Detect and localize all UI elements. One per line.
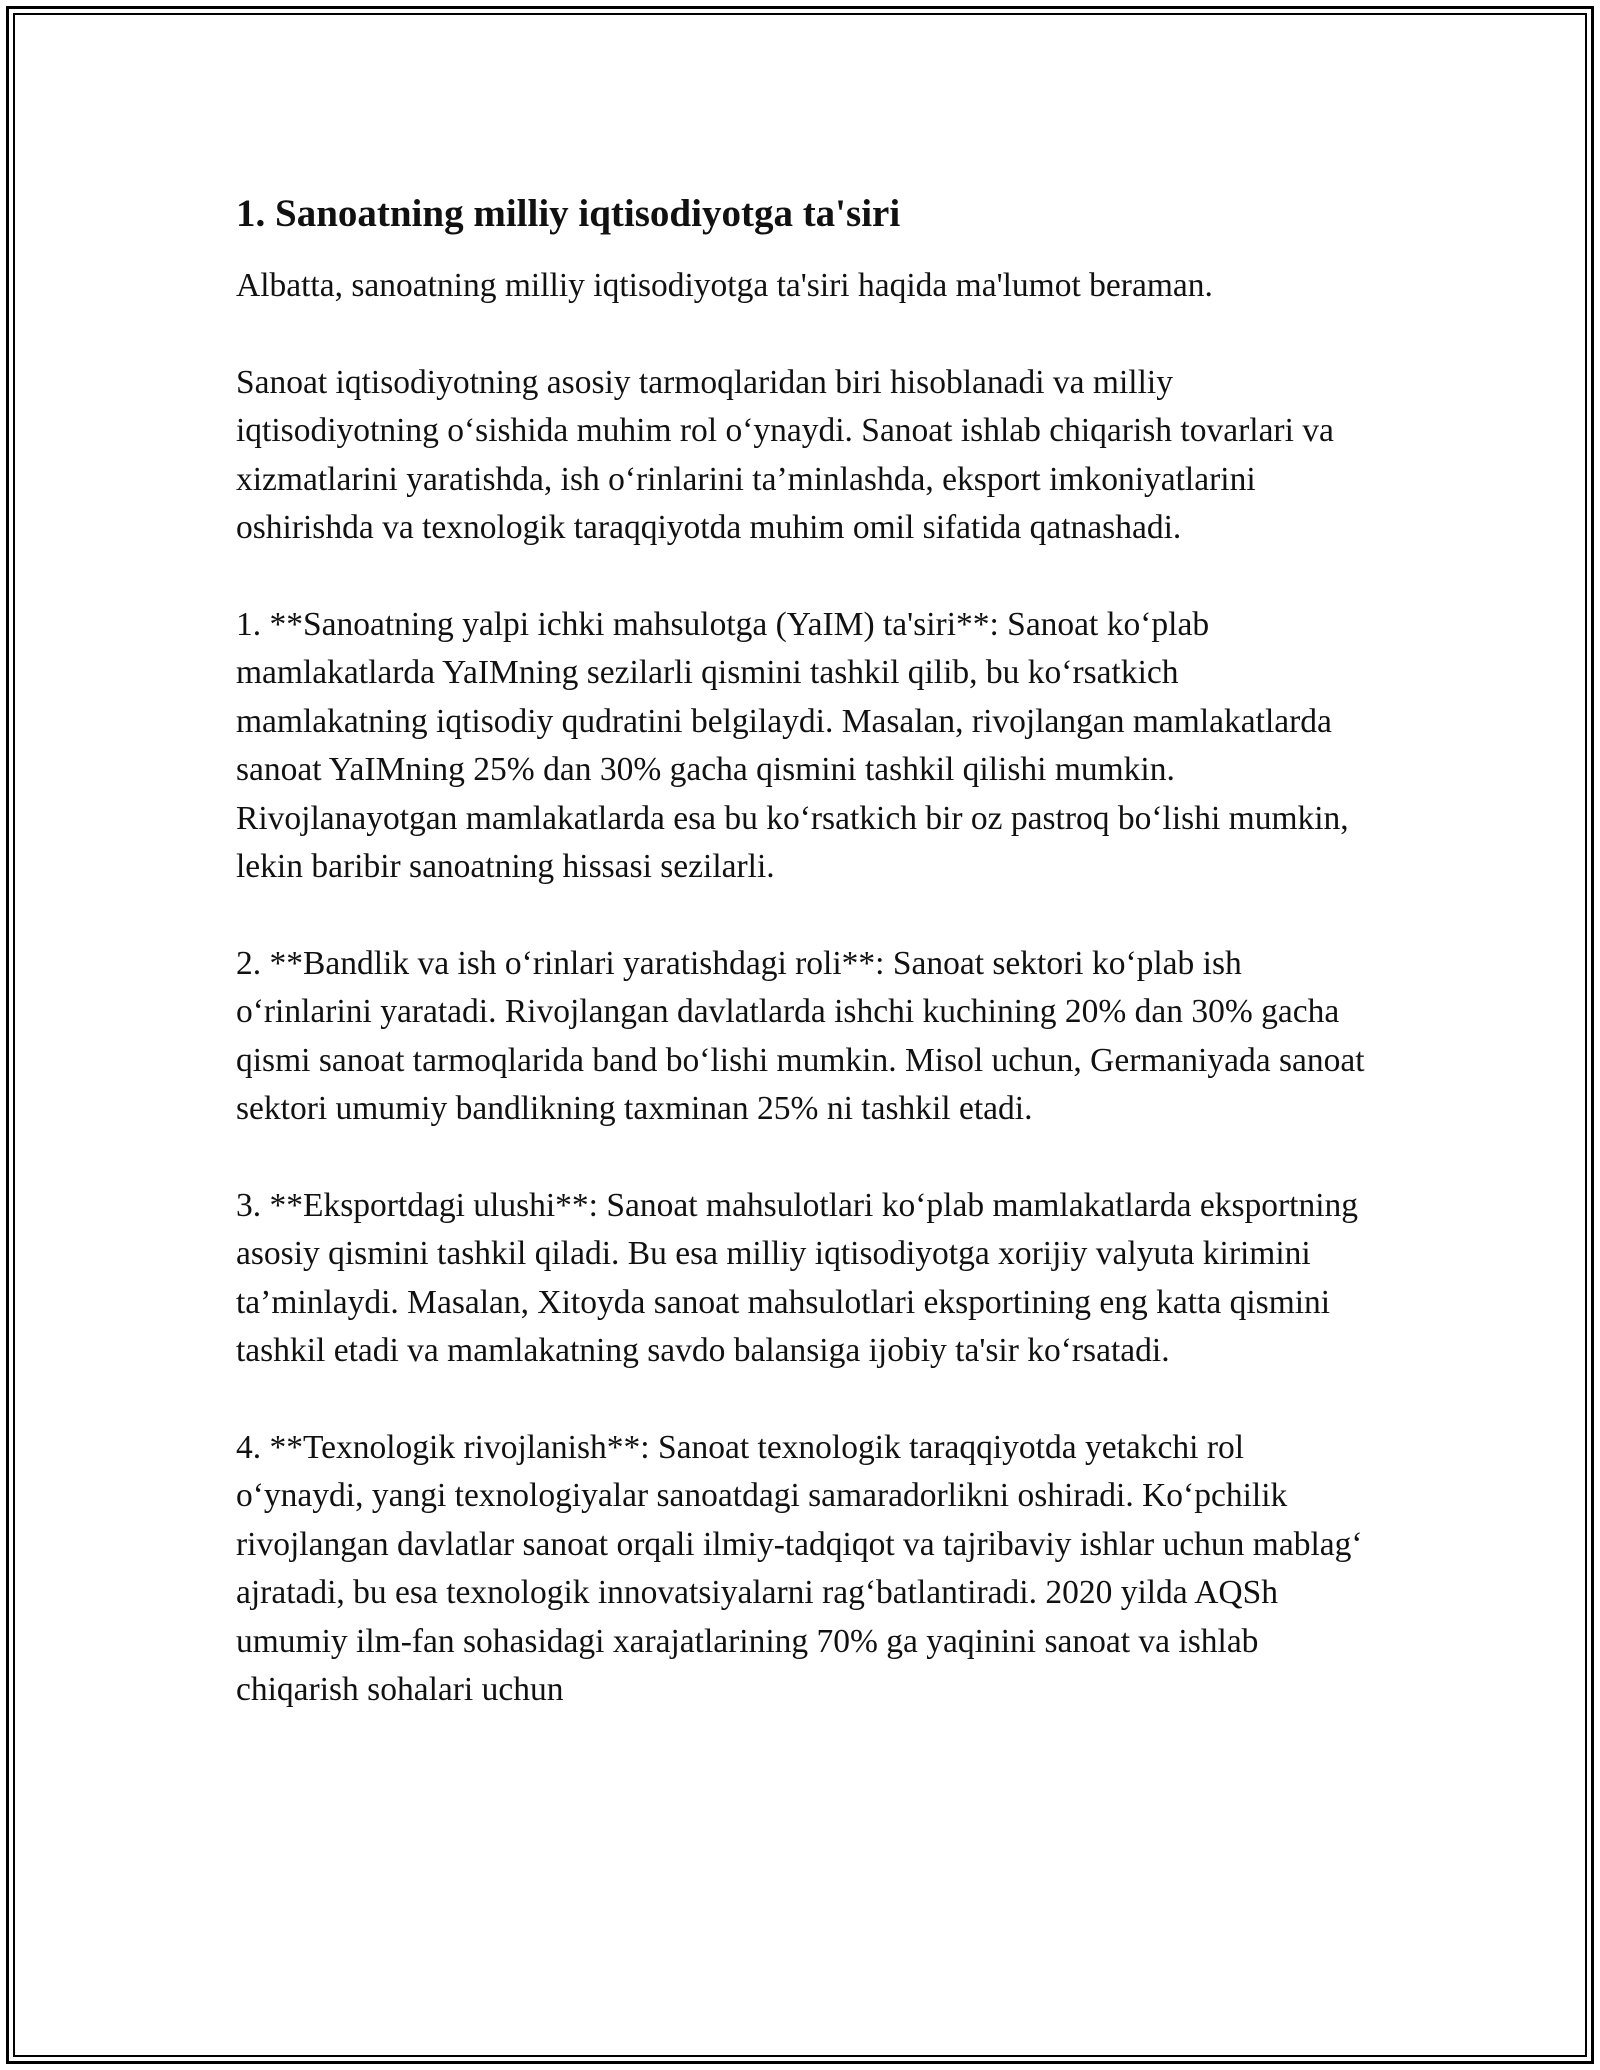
paragraph-overview: Sanoat iqtisodiyotning asosiy tarmoqlaridan biri hisoblanadi va milliy iqtisodiyotning o‘sishida muhim rol o‘ynaydi. Sanoat ishlab chiqarish tovarlari va xizmatlarini yaratishda, ish o‘rinlarini ta’minlashda, eksport imkoniyatlarini oshirishda va texnologik taraqqiyotda muhim omil sifatida qatnashadi. — [236, 363, 1334, 546]
document-body — [236, 186, 1366, 1715]
paragraph-intro: Albatta, sanoatning milliy iqtisodiyotga ta'siri haqida ma'lumot beraman. — [236, 267, 1213, 304]
paragraph-point-1-gdp: 1. **Sanoatning yalpi ichki mahsulotga (YaIM) ta'siri**: Sanoat ko‘plab mamlakatlarda YaIMning sezilarli qismini tashkil qilib, bu ko‘rsatkich mamlakatning iqtisodiy qudratini belgilaydi. Masalan, rivojlangan mamlakatlarda sanoat YaIMning 25% dan 30% gacha qismini tashkil qilishi mumkin. Rivojlanayotgan mamlakatlarda esa bu ko‘rsatkich bir oz pastroq bo‘lishi mumkin, lekin baribir sanoatning hissasi sezilarli. — [236, 605, 1349, 885]
document-title: 1. Sanoatning milliy iqtisodiyotga ta'siri — [236, 192, 901, 235]
paragraph-point-2-employment: 2. **Bandlik va ish o‘rinlari yaratishdagi roli**: Sanoat sektori ko‘plab ish o‘rinlarini yaratadi. Rivojlangan davlatlarda ishchi kuchining 20% dan 30% gacha qismi sanoat tarmoqlarida band bo‘lishi mumkin. Misol uchun, Germaniyada sanoat sektori umumiy bandlikning taxminan 25% ni tashkil etadi. — [236, 944, 1365, 1127]
paragraph-point-4-technology: 4. **Texnologik rivojlanish**: Sanoat texnologik taraqqiyotda yetakchi rol o‘ynaydi, yangi texnologiyalar sanoatdagi samaradorlikni oshiradi. Ko‘pchilik rivojlangan davlatlar sanoat orqali ilmiy-tadqiqot va tajribaviy ishlar uchun mablag‘ ajratadi, bu esa texnologik innovatsiyalarni rag‘batlantiradi. 2020 yilda AQSh umumiy ilm-fan sohasidagi xarajatlarining 70% ga yaqinini sanoat va ishlab chiqarish sohalari uchun — [236, 1428, 1363, 1708]
paragraph-point-3-export: 3. **Eksportdagi ulushi**: Sanoat mahsulotlari ko‘plab mamlakatlarda eksportning asosiy qismini tashkil qiladi. Bu esa milliy iqtisodiyotga xorijiy valyuta kirimini ta’minlaydi. Masalan, Xitoyda sanoat mahsulotlari eksportining eng katta qismini tashkil etadi va mamlakatning savdo balansiga ijobiy ta'sir ko‘rsatadi. — [236, 1186, 1359, 1369]
